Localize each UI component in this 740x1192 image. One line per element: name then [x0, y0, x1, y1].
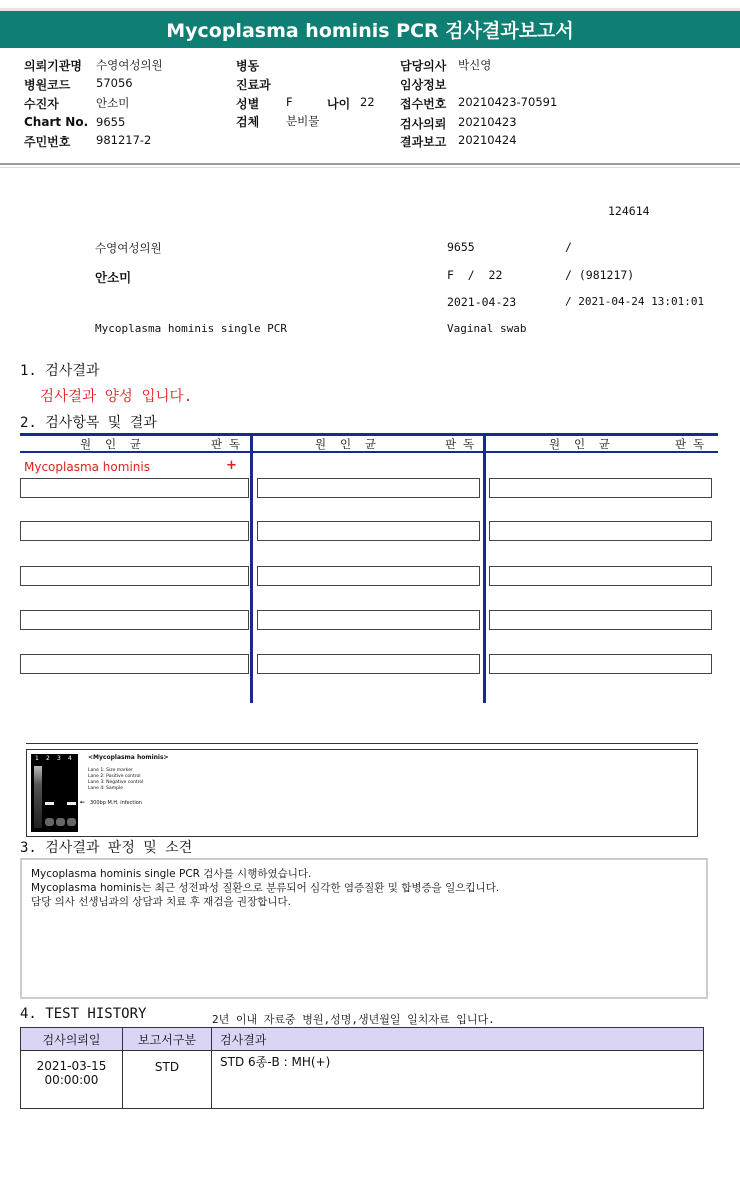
- field-value: 20210423: [458, 115, 517, 129]
- history-row: [21, 1051, 704, 1109]
- field-label: Chart No.: [24, 115, 89, 129]
- lane-label: 2: [46, 755, 50, 762]
- legend-line: Lane 4: Sample: [88, 786, 123, 791]
- result-cell: [257, 610, 480, 630]
- col-header-judgement: 판 독: [675, 437, 705, 451]
- field-value: 22: [360, 95, 375, 109]
- result-cell: [257, 521, 480, 541]
- arrow-icon: ←: [80, 799, 86, 806]
- judgement-mark: +: [226, 458, 237, 473]
- field-value: 안소미: [96, 96, 130, 110]
- history-result: STD 6종-B : MH(+): [212, 1051, 704, 1109]
- section2-title: 2. 검사항목 및 결과: [20, 415, 157, 431]
- gel-panel-topline: [26, 743, 698, 744]
- field-label: 진료과: [236, 78, 271, 92]
- clinic-name: 수영여성의원: [95, 241, 162, 255]
- test-name: Mycoplasma hominis single PCR: [95, 322, 288, 335]
- result-summary: 검사결과 양성 입니다.: [40, 389, 193, 405]
- header-divider: [0, 163, 740, 165]
- field-label: 담당의사: [400, 59, 447, 73]
- sex-age: F / 22: [447, 268, 503, 282]
- opinion-line: Mycoplasma hominis single PCR 검사를 시행하였습니다.: [31, 868, 312, 880]
- field-value: 9655: [96, 115, 126, 129]
- history-time: 00:00:00: [44, 1073, 99, 1087]
- separator: /: [565, 240, 572, 254]
- result-cell: [257, 654, 480, 674]
- col-header-judgement: 판 독: [445, 437, 475, 451]
- field-label: 나이: [327, 97, 351, 111]
- gel-panel: [26, 749, 698, 837]
- opinion-line: Mycoplasma hominis는 최근 성전파성 질환으로 분류되어 심각한 염증질환 및 합병증을 일으킵니다.: [31, 882, 500, 894]
- field-label: 주민번호: [24, 135, 71, 149]
- field-value: 20210424: [458, 133, 517, 147]
- field-label: 수진자: [24, 97, 59, 111]
- result-cell: [20, 566, 249, 586]
- section1-title: 1. 검사결과: [20, 363, 100, 379]
- field-value: 57056: [96, 76, 133, 90]
- history-col-header: 검사의뢰일: [21, 1028, 123, 1051]
- field-label: 의뢰기관명: [24, 59, 82, 73]
- field-label: 결과보고: [400, 135, 447, 149]
- gel-legend: [88, 768, 143, 792]
- birth-date: / (981217): [565, 268, 635, 282]
- opinion-box: [20, 858, 708, 999]
- field-value: 981217-2: [96, 133, 152, 147]
- field-value: 수영여성의원: [96, 58, 163, 72]
- field-label: 성별: [236, 97, 260, 111]
- grid-column-divider: [483, 433, 486, 703]
- history-table: [20, 1027, 704, 1109]
- request-date: 2021-04-23: [447, 295, 517, 309]
- result-cell: [489, 654, 712, 674]
- result-cell: [489, 566, 712, 586]
- lane-label: 3: [57, 755, 61, 762]
- lane-label: 1: [35, 755, 39, 762]
- field-label: 병동: [236, 59, 260, 73]
- result-cell: [489, 610, 712, 630]
- gel-image: [31, 754, 78, 832]
- grid-column-divider: [250, 433, 253, 703]
- section4-title: 4. TEST HISTORY: [20, 1006, 147, 1022]
- field-value: F: [286, 95, 293, 109]
- result-cell: [20, 478, 249, 498]
- patient-name: 안소미: [95, 270, 132, 285]
- field-label: 병원코드: [24, 78, 71, 92]
- history-col-header: 보고서구분: [123, 1028, 212, 1051]
- primer-dimer: [56, 818, 65, 826]
- primer-dimer: [67, 818, 76, 826]
- report-id: 124614: [608, 204, 650, 218]
- band: [45, 802, 54, 805]
- report-datetime: / 2021-04-24 13:01:01: [565, 295, 705, 308]
- report-title: Mycoplasma hominis PCR 검사결과보고서: [0, 8, 740, 48]
- history-header-row: [21, 1028, 704, 1051]
- section3-title: 3. 검사결과 판정 및 소견: [20, 840, 193, 856]
- specimen: Vaginal swab: [447, 322, 527, 335]
- col-header-judgement: 판 독: [211, 437, 241, 451]
- result-cell: [20, 610, 249, 630]
- opinion-line: 담당 의사 선생님과의 상담과 치료 후 재검을 권장합니다.: [31, 896, 291, 908]
- result-cell: [489, 521, 712, 541]
- field-label: 접수번호: [400, 97, 447, 111]
- result-cell: [257, 566, 480, 586]
- chart-number: 9655: [447, 240, 475, 254]
- legend-line: Lane 1: Size marker: [88, 768, 133, 773]
- history-type: STD: [123, 1051, 212, 1109]
- legend-line: Lane 3: Negative control: [88, 780, 144, 785]
- history-date: 2021-03-15: [36, 1059, 107, 1073]
- lane-label: 4: [68, 755, 72, 762]
- field-label: 검체: [236, 115, 260, 129]
- field-value: 박신영: [458, 58, 492, 72]
- field-value: 20210423-70591: [458, 95, 558, 109]
- col-header-pathogen: 원 인 균: [80, 437, 142, 451]
- col-header-pathogen: 원 인 균: [315, 437, 377, 451]
- field-label: 임상정보: [400, 78, 447, 92]
- gel-title: <Mycoplasma hominis>: [88, 754, 169, 761]
- marker-lane: [34, 766, 42, 828]
- legend-line: Lane 2: Positive control: [88, 774, 141, 779]
- result-cell: [20, 521, 249, 541]
- field-label: 검사의뢰: [400, 117, 447, 131]
- opinion-text: [31, 867, 499, 909]
- result-cell: [489, 478, 712, 498]
- history-date-cell: [21, 1051, 123, 1109]
- primer-dimer: [45, 818, 54, 826]
- header-divider-light: [0, 167, 740, 168]
- col-header-pathogen: 원 인 균: [549, 437, 611, 451]
- result-cell: [20, 654, 249, 674]
- pathogen-name: Mycoplasma hominis: [24, 460, 150, 474]
- result-cell: [257, 478, 480, 498]
- band: [67, 802, 76, 805]
- gel-arrow-label: 300bp M.H. infection: [90, 800, 142, 806]
- field-value: 분비물: [286, 114, 320, 128]
- history-col-header: 검사결과: [212, 1028, 704, 1051]
- history-note: 2년 이내 자료중 병원,성명,생년월일 일치자료 입니다.: [212, 1013, 495, 1026]
